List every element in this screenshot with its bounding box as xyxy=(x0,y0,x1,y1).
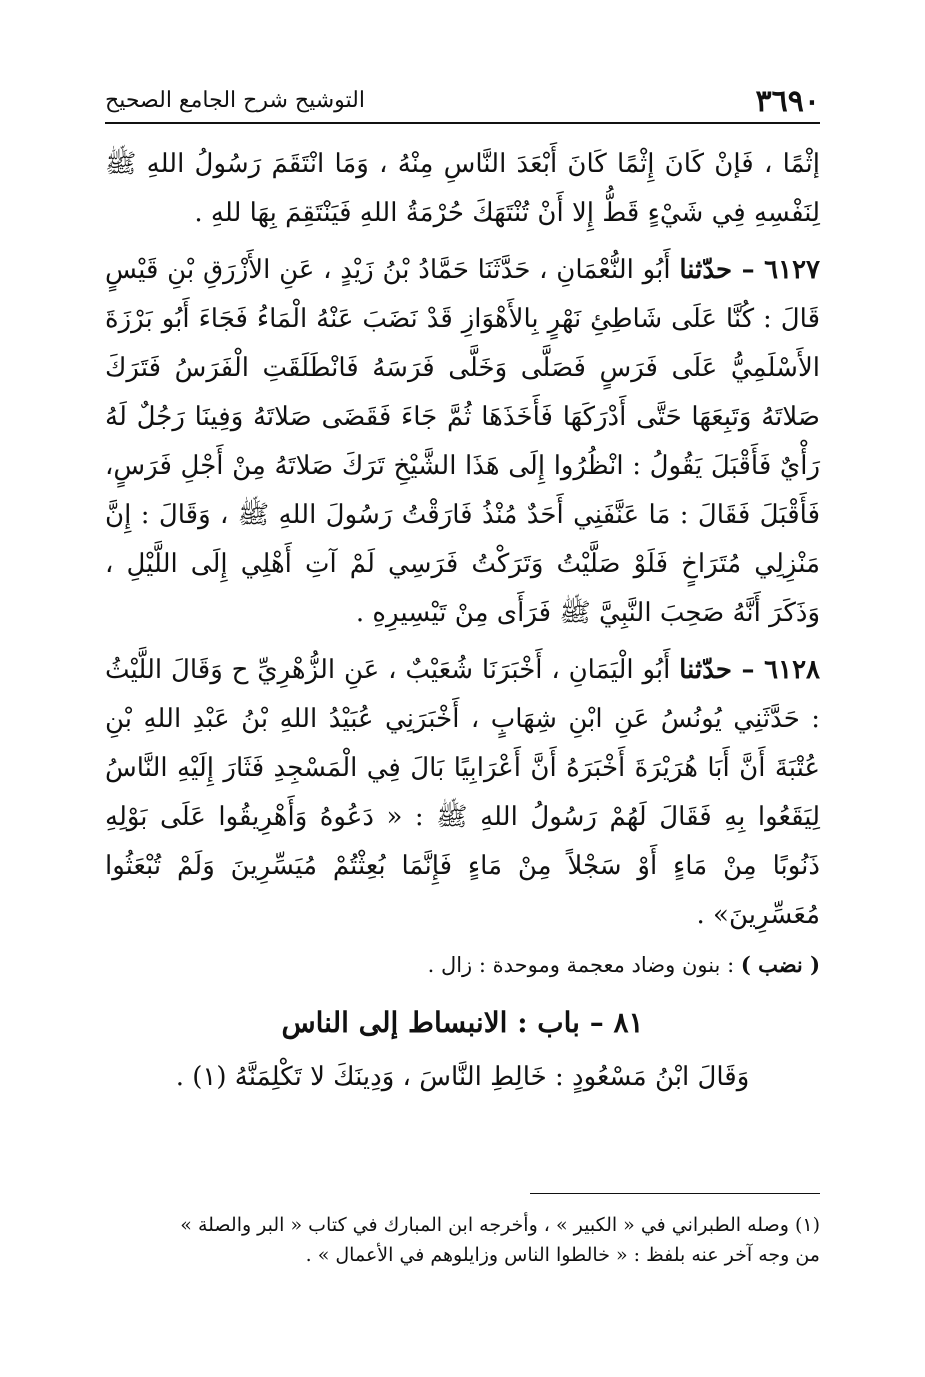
hadith-text: أَبُو الْيَمَانِ ، أَخْبَرَنَا شُعَيْبٌ ، عَنِ الزُّهْرِيِّ ح وَقَالَ اللَّيْثُ : حَدَّثَنِي يُونُسُ عَنِ ابْنِ شِهَابٍ ، أَخْبَرَنِي عُبَيْدُ اللهِ بْنُ عَبْدِ اللهِ بْنِ عُتْبَةَ أَنَّ أَبَا هُرَيْرَةَ أَخْبَرَهُ أَنَّ أَعْرَابِيًا بَالَ فِي الْمَسْجِدِ فَثَارَ إِلَيْهِ النَّاسُ لِيَقَعُوا بِهِ فَقَالَ لَهُمْ رَسُولُ اللهِ ﷺ : « دَعُوهُ وَأَهْرِيقُوا عَلَى بَوْلِهِ ذَنُوبًا مِنْ مَاءٍ أَوْ سَجْلاً مِنْ مَاءٍ فَإِنَّمَا بُعِثْتُمْ مُيَسِّرِينَ وَلَمْ تُبْعَثُوا مُعَسِّرِينَ» . xyxy=(105,655,820,930)
page-header xyxy=(105,80,820,124)
paragraph-continuation: إثْمًا ، فَإنْ كَانَ إِثْمًا كَانَ أَبْعَدَ النَّاسِ مِنْهُ ، وَمَا انْتَقَمَ رَسُولُ اللهِ ﷺ لِنَفْسِهِ فِي شَيْءٍ قَطُّ إِلا أَنْ تُنْتَهَكَ حُرْمَةُ اللهِ فَيَنْتَقِمَ بِهَا للهِ . xyxy=(105,149,820,228)
chapter-title: ٨١ – باب : الانبساط إلى الناس xyxy=(281,1006,644,1039)
running-title: التوشيح شرح الجامع الصحيح xyxy=(105,88,365,113)
hadith-text: أَبُو النُّعْمَانِ ، حَدَّثَنَا حَمَّادُ بْنُ زَيْدٍ ، عَنِ الأَزْرَقِ بْنِ قَيْسٍ قَالَ : كُنَّا عَلَى شَاطِئِ نَهْرٍ بِالأَهْوَازِ قَدْ نَضَبَ عَنْهُ الْمَاءُ فَجَاءَ أَبُو بَرْزَةَ الأَسْلَمِيُّ عَلَى فَرَسٍ فَصَلَّى وَخَلَّى فَرَسَهُ فَانْطَلَقَتِ الْفَرَسُ فَتَرَكَ صَلاتَهُ وَتَبِعَهَا حَتَّى أَدْرَكَهَا فَأَخَذَهَا ثُمَّ جَاءَ فَقَضَى صَلاتَهُ وَفِينَا رَجُلٌ لَهُ رَأْيٌ فَأَقْبَلَ يَقُولُ : انْظُرُوا إِلَى هَذَا الشَّيْخِ تَرَكَ صَلاتَهُ مِنْ أَجْلِ فَرَسٍ، فَأَقْبَلَ فَقَالَ : مَا عَنَّفَنِي أَحَدٌ مُنْذُ فَارَقْتُ رَسُولَ اللهِ ﷺ ، وَقَالَ : إِنَّ مَنْزِلِي مُتَرَاخٍ فَلَوْ صَلَّيْتُ وَتَرَكْتُ فَرَسِي لَمْ آتِ أَهْلِي إِلَى اللَّيْلِ ، وَذَكَرَ أَنَّهُ صَحِبَ النَّبِيَّ ﷺ فَرَأَى مِنْ تَيْسِيرِهِ . xyxy=(105,255,821,628)
footnote-line: (١) وصله الطبراني في « الكبير » ، وأخرجه ابن المبارك في كتاب « البر والصلة » xyxy=(180,1214,820,1236)
gloss-note xyxy=(105,948,820,982)
footnotes xyxy=(105,1210,820,1270)
hadith-number: ٦١٢٧ – حدّثنا xyxy=(679,255,820,285)
hadith-6127 xyxy=(105,246,820,638)
hadith-6128 xyxy=(105,646,820,940)
page-body xyxy=(105,140,820,1110)
hadith-number: ٦١٢٨ – حدّثنا xyxy=(679,655,821,685)
footnote-line: من وجه آخر عنه بلفظ : « خالطوا الناس وزايلوهم في الأعمال » . xyxy=(305,1244,820,1266)
footnote-separator xyxy=(530,1193,820,1194)
page-number: ٣٦٩٠ xyxy=(755,84,820,119)
gloss-term: ( نضب ) xyxy=(740,952,820,977)
gloss-text: : بنون وضاد معجمة وموحدة : زال . xyxy=(427,953,741,977)
chapter-quote: وَقَالَ ابْنُ مَسْعُودٍ : خَالِطِ النَّاسَ ، وَدِينَكَ لا تَكْلِمَنَّهُ (١) . xyxy=(175,1062,750,1092)
